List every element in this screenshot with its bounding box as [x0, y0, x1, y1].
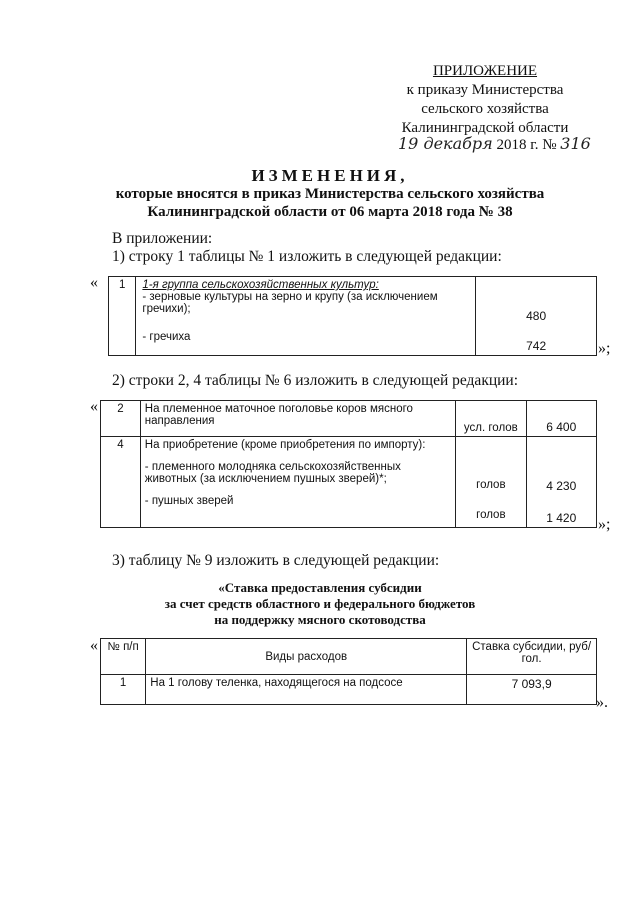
point-3-text: 3) таблицу № 9 изложить в следующей редакции:: [112, 552, 440, 569]
close-quote-1: »;: [598, 340, 611, 357]
document-subtitle-2: Калининградской области от 06 марта 2018 года № 38: [147, 204, 513, 220]
value-grain: 480: [526, 309, 547, 323]
row-1-kind: На 1 голову теленка, находящегося на подсосе: [146, 675, 467, 705]
item-buckwheat: - гречиха: [142, 331, 191, 343]
open-quote-3: «: [90, 637, 98, 654]
row-4-sub-2: - пушных зверей: [144, 495, 234, 507]
open-quote: «: [90, 274, 98, 291]
table-9-title-2: за счет средств областного и федерального бюджетов: [164, 596, 476, 611]
row-4-value-1: 4 230: [546, 479, 577, 493]
row-4-value-2: 1 420: [546, 511, 577, 525]
table-9-title-3: на поддержку мясного скотоводства: [214, 612, 426, 627]
appendix-line-3: Калининградской области: [401, 120, 569, 136]
table-1-num: 1: [109, 277, 136, 356]
intro-text: В приложении:: [112, 230, 213, 247]
document-title: ИЗМЕНЕНИЯ,: [251, 166, 409, 185]
table-1: [108, 276, 597, 356]
point-1-text: 1) строку 1 таблицы № 1 изложить в следующей редакции:: [112, 248, 502, 265]
appendix-title: ПРИЛОЖЕНИЕ: [432, 63, 538, 79]
row-4-sub-1: - племенного молодняка сельскохозяйственных животных (за исключением пушных зверей)*;: [144, 461, 401, 485]
row-4-desc: [140, 437, 455, 528]
table-9-title-1: «Ставка предоставления субсидии: [218, 580, 422, 595]
appendix-header: [380, 62, 590, 138]
appendix-line-1: к приказу Министерства: [406, 82, 564, 98]
row-4-values: [526, 437, 596, 528]
row-4-num: 4: [101, 437, 141, 528]
row-1-num: 1: [101, 675, 146, 705]
row-2-desc: На племенное маточное поголовье коров мясного направления: [140, 401, 455, 437]
value-buckwheat: 742: [526, 339, 547, 353]
row-2-num: 2: [101, 401, 141, 437]
row-4-unit-1: голов: [476, 479, 506, 491]
item-grain: - зерновые культуры на зерно и крупу (за исключением гречихи);: [142, 291, 438, 315]
header-kind: Виды расходов: [146, 639, 467, 675]
table-1-values: [476, 277, 597, 356]
row-2-value: 6 400: [526, 401, 596, 437]
row-4-units: [456, 437, 526, 528]
printed-date: 2018 г. №: [496, 137, 557, 153]
appendix-line-2: сельского хозяйства: [421, 101, 549, 117]
close-quote-3: ».: [596, 694, 608, 711]
point-2-text: 2) строки 2, 4 таблицы № 6 изложить в следующей редакции:: [112, 372, 519, 389]
open-quote-2: «: [90, 398, 98, 415]
table-9: [100, 638, 597, 705]
appendix-date: [398, 134, 591, 154]
group-title: 1-я группа сельскохозяйственных культур:: [142, 279, 379, 291]
document-subtitle-1: которые вносятся в приказ Министерства сельского хозяйства: [115, 186, 545, 202]
row-2-unit: усл. голов: [456, 401, 526, 437]
handwritten-date: 19 декабря: [398, 134, 493, 153]
row-1-rate: 7 093,9: [467, 675, 597, 705]
table-1-desc: [136, 277, 476, 356]
handwritten-number: 316: [560, 134, 591, 153]
close-quote-2: »;: [598, 516, 611, 533]
header-rate: Ставка субсидии, руб/гол.: [467, 639, 597, 675]
header-num: № п/п: [101, 639, 146, 675]
row-4-heading: На приобретение (кроме приобретения по импорту):: [144, 439, 426, 451]
row-4-unit-2: голов: [476, 509, 506, 521]
table-6: [100, 400, 597, 528]
